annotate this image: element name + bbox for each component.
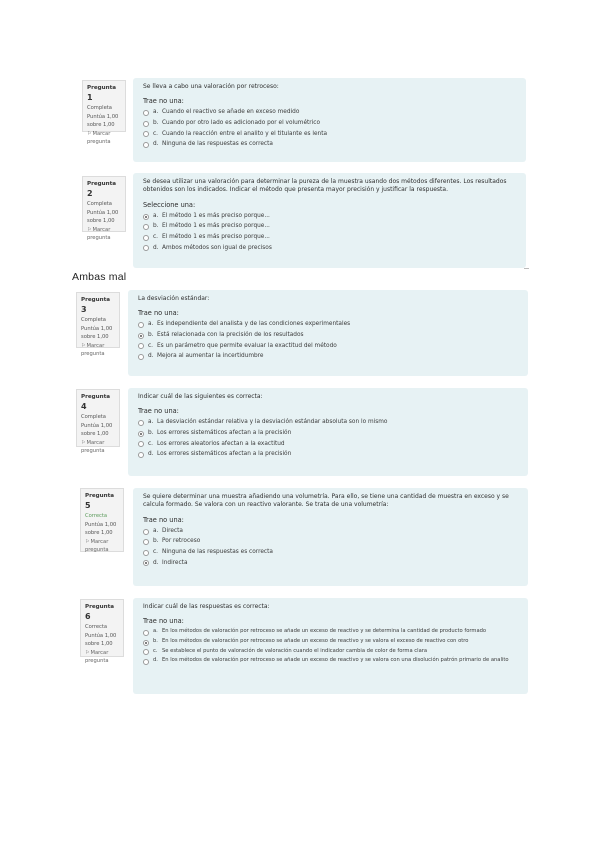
answer-options (138, 417, 518, 459)
answer-option-a[interactable]: a. Directa (143, 526, 518, 537)
answer-options (143, 627, 518, 665)
answer-options (138, 319, 518, 361)
answer-option-b[interactable]: b. Cuando por otro lado es adicionado por el volumétrico (143, 118, 516, 129)
question-number: Pregunta 5 (85, 493, 115, 511)
answer-option-c[interactable]: c. Es un parámetro que permite evaluar la exactitud del método (138, 341, 518, 352)
radio-button[interactable] (138, 354, 144, 360)
radio-button[interactable] (143, 649, 149, 655)
radio-button[interactable] (143, 131, 149, 137)
answer-option-b[interactable]: b. Los errores sistemáticos afectan a la precisión (138, 428, 518, 439)
question-content-6 (133, 598, 528, 694)
flag-question-link[interactable]: ⚐ Marcar pregunta (81, 440, 116, 455)
question-info-1 (82, 80, 126, 145)
question-content-5 (133, 488, 528, 586)
question-info-4 (76, 389, 120, 454)
radio-button[interactable] (138, 431, 144, 437)
question-number: Pregunta 6 (85, 604, 115, 622)
answer-option-c[interactable]: c. Los errores aleatorios afectan a la exactitud (138, 439, 518, 450)
radio-button[interactable] (138, 441, 144, 447)
flag-question-link[interactable]: ⚐ Marcar pregunta (81, 343, 116, 358)
question-mark: Puntúa 1,00 sobre 1,00 (81, 326, 113, 340)
answer-prompt: Trae no una: (138, 309, 179, 318)
question-text: Indicar cuál de las siguientes es correcta: (138, 393, 263, 400)
divider (524, 268, 529, 269)
radio-button[interactable] (143, 235, 149, 241)
answer-options (143, 107, 516, 149)
answer-option-a[interactable]: a. Cuando el reactivo se añade en exceso medido (143, 107, 516, 118)
answer-prompt: Trae no una: (143, 617, 184, 626)
question-mark: Puntúa 1,00 sobre 1,00 (87, 210, 119, 224)
answer-option-b[interactable]: b. El método 1 es más preciso porque... (143, 221, 516, 232)
question-state: Completa (87, 200, 112, 207)
question-number: Pregunta 3 (81, 297, 111, 315)
handwritten-note: Ambas mal (72, 271, 127, 283)
question-text: Se lleva a cabo una valoración por retroceso: (143, 83, 279, 90)
question-number: Pregunta 1 (87, 85, 117, 103)
radio-button[interactable] (138, 452, 144, 458)
question-text: Se quiere determinar una muestra añadiendo una volumetría. Para ello, se tiene una cantidad de muestra en exceso y se calcula formado. Se valora con un reactivo valorante. Se trata de una volumetría: (143, 493, 509, 509)
answer-option-c[interactable]: c. Ninguna de las respuestas es correcta (143, 547, 518, 558)
question-mark: Puntúa 1,00 sobre 1,00 (85, 522, 117, 536)
answer-option-b[interactable]: b. Por retroceso (143, 536, 518, 547)
answer-prompt: Trae no una: (143, 515, 184, 524)
question-content-1 (133, 78, 526, 162)
question-number: Pregunta 2 (87, 181, 117, 199)
radio-button[interactable] (143, 630, 149, 636)
answer-option-b[interactable]: b. Está relacionada con la precisión de los resultados (138, 330, 518, 341)
flag-question-link[interactable]: ⚐ Marcar pregunta (85, 650, 120, 665)
radio-button[interactable] (138, 420, 144, 426)
question-info-5 (80, 488, 124, 552)
flag-question-link[interactable]: ⚐ Marcar pregunta (85, 539, 120, 554)
question-state: Correcta (85, 512, 108, 519)
answer-prompt: Trae no una: (143, 97, 184, 106)
question-info-6 (80, 599, 124, 664)
radio-button[interactable] (143, 550, 149, 556)
question-text: Se desea utilizar una valoración para determinar la pureza de la muestra usando dos métodos diferentes. Los resultados obtenidos son los indicados. Indicar el método que presenta mayor precisión y justificar la respuesta. (143, 178, 507, 194)
question-info-3 (76, 292, 120, 357)
question-info-2 (82, 176, 126, 241)
answer-option-c[interactable]: c. Cuando la reacción entre el analito y el titulante es lenta (143, 129, 516, 140)
question-state: Completa (81, 413, 106, 420)
question-state: Completa (81, 316, 106, 323)
question-content-4 (128, 388, 528, 476)
answer-prompt: Seleccione una: (143, 200, 196, 209)
answer-options (143, 211, 516, 253)
answer-option-a[interactable]: a. El método 1 es más preciso porque... (143, 211, 516, 222)
question-number: Pregunta 4 (81, 394, 111, 412)
question-state: Correcta (85, 623, 108, 630)
answer-option-d[interactable]: d. En los métodos de valoración por retroceso se añade un exceso de reactivo y se valora con una disolución patrón primario de analito (143, 656, 518, 666)
radio-button[interactable] (138, 343, 144, 349)
radio-button[interactable] (138, 333, 144, 339)
answer-options (143, 526, 518, 568)
radio-button[interactable] (138, 322, 144, 328)
question-mark: Puntúa 1,00 sobre 1,00 (81, 423, 113, 437)
answer-option-d[interactable]: d. Mejora al aumentar la incertidumbre (138, 351, 518, 362)
question-text: Indicar cuál de las respuestas es correcta: (143, 603, 270, 610)
question-text: La desviación estándar: (138, 295, 210, 302)
radio-button[interactable] (143, 539, 149, 545)
answer-option-c[interactable]: c. El método 1 es más preciso porque... (143, 232, 516, 243)
radio-button[interactable] (143, 214, 149, 220)
flag-question-link[interactable]: ⚐ Marcar pregunta (87, 227, 122, 242)
answer-option-d[interactable]: d. Ninguna de las respuestas es correcta (143, 139, 516, 150)
radio-button[interactable] (143, 224, 149, 230)
radio-button[interactable] (143, 110, 149, 116)
answer-option-d[interactable]: d. Ambos métodos son igual de precisos (143, 243, 516, 254)
answer-option-a[interactable]: a. En los métodos de valoración por retroceso se añade un exceso de reactivo y se determina la cantidad de producto formado (143, 627, 518, 637)
radio-button[interactable] (143, 560, 149, 566)
flag-question-link[interactable]: ⚐ Marcar pregunta (87, 131, 122, 146)
radio-button[interactable] (143, 659, 149, 665)
answer-prompt: Trae no una: (138, 407, 179, 416)
radio-button[interactable] (143, 142, 149, 148)
answer-option-d[interactable]: d. Los errores sistemáticos afectan a la precisión (138, 449, 518, 460)
question-state: Completa (87, 104, 112, 111)
radio-button[interactable] (143, 640, 149, 646)
radio-button[interactable] (143, 245, 149, 251)
answer-option-a[interactable]: a. Es independiente del analista y de las condiciones experimentales (138, 319, 518, 330)
question-content-2 (133, 173, 526, 268)
radio-button[interactable] (143, 529, 149, 535)
radio-button[interactable] (143, 121, 149, 127)
question-mark: Puntúa 1,00 sobre 1,00 (85, 633, 117, 647)
question-mark: Puntúa 1,00 sobre 1,00 (87, 114, 119, 128)
answer-option-b[interactable]: b. En los métodos de valoración por retroceso se añade un exceso de reactivo y se valora el exceso de reactivo con otro (143, 637, 518, 647)
answer-option-c[interactable]: c. Se establece el punto de valoración de valoración cuando el indicador cambia de color de forma clara (143, 647, 518, 657)
question-content-3 (128, 290, 528, 376)
answer-option-a[interactable]: a. La desviación estándar relativa y la desviación estándar absoluta son lo mismo (138, 417, 518, 428)
answer-option-d[interactable]: d. Indirecta (143, 558, 518, 569)
